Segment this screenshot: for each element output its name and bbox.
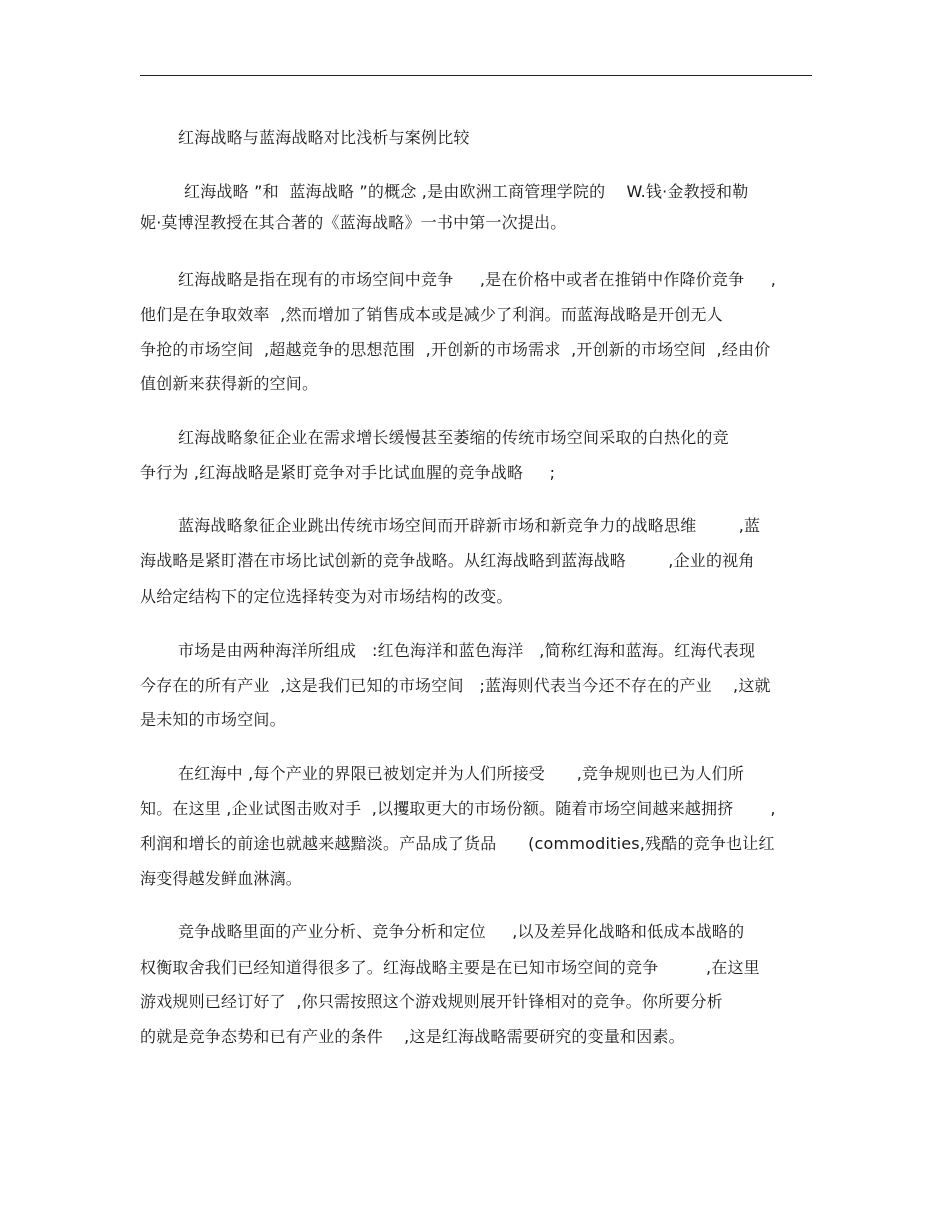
paragraph-3-line-2: 争行为 ,红海战略是紧盯竞争对手比试血腥的竞争战略 ; [140,463,556,482]
paragraph-7-line-2: 权衡取舍我们已经知道得很多了。红海战略主要是在已知市场空间的竞争 ,在这里 [140,958,760,977]
paragraph-6-line-2: 知。在这里 ,企业试图击败对手 ,以攫取更大的市场份额。随着市场空间越来越拥挤 , [140,799,776,818]
paragraph-5-line-3: 是未知的市场空间。 [140,710,286,729]
paragraph-6-line-4: 海变得越发鲜血淋漓。 [140,869,303,888]
paragraph-2-line-2: 他们是在争取效率 ,然而增加了销售成本或是减少了利润。而蓝海战略是开创无人 [140,305,723,324]
paragraph-6-line-3: 利润和增长的前途也就越来越黯淡。产品成了货品 (commodities,残酷的竞争也让红 [140,834,775,853]
document-title: 红海战略与蓝海战略对比浅析与案例比较 [178,128,470,147]
paragraph-6-line-1: 在红海中 ,每个产业的界限已被划定并为人们所接受 ,竞争规则也已为人们所 [178,764,744,783]
paragraph-4-line-3: 从给定结构下的定位选择转变为对市场结构的改变。 [140,587,513,606]
paragraph-5-line-2: 今存在的所有产业 ,这是我们已知的市场空间 ;蓝海则代表当今还不存在的产业 ,这就 [140,676,771,695]
paragraph-2-line-1: 红海战略是指在现有的市场空间中竞争 ,是在价格中或者在推销中作降价竞争 , [178,270,777,289]
paragraph-7-line-4: 的就是竞争态势和已有产业的条件 ,这是红海战略需要研究的变量和因素。 [140,1027,685,1046]
paragraph-4-line-1: 蓝海战略象征企业跳出传统市场空间而开辟新市场和新竞争力的战略思维 ,蓝 [178,516,761,535]
paragraph-7-line-1: 竞争战略里面的产业分析、竞争分析和定位 ,以及差异化战略和低成本战略的 [178,922,745,941]
header-rule [140,75,812,76]
paragraph-7-line-3: 游戏规则已经订好了 ,你只需按照这个游戏规则展开针锋相对的竞争。你所要分析 [140,992,723,1011]
paragraph-1-line-1: 红海战略 ”和 蓝海战略 ”的概念 ,是由欧洲工商管理学院的 W.钱·金教授和勒 [184,182,749,201]
paragraph-3-line-1: 红海战略象征企业在需求增长缓慢甚至萎缩的传统市场空间采取的白热化的竞 [178,428,729,447]
paragraph-2-line-3: 争抢的市场空间 ,超越竞争的思想范围 ,开创新的市场需求 ,开创新的市场空间 ,经由价 [140,340,771,359]
paragraph-5-line-1: 市场是由两种海洋所组成 :红色海洋和蓝色海洋 ,简称红海和蓝海。红海代表现 [178,641,756,660]
paragraph-4-line-2: 海战略是紧盯潜在市场比试创新的竞争战略。从红海战略到蓝海战略 ,企业的视角 [140,551,755,570]
paragraph-2-line-4: 值创新来获得新的空间。 [140,374,319,393]
paragraph-1-line-2: 妮·莫博涅教授在其合著的《蓝海战略》一书中第一次提出。 [140,213,567,232]
